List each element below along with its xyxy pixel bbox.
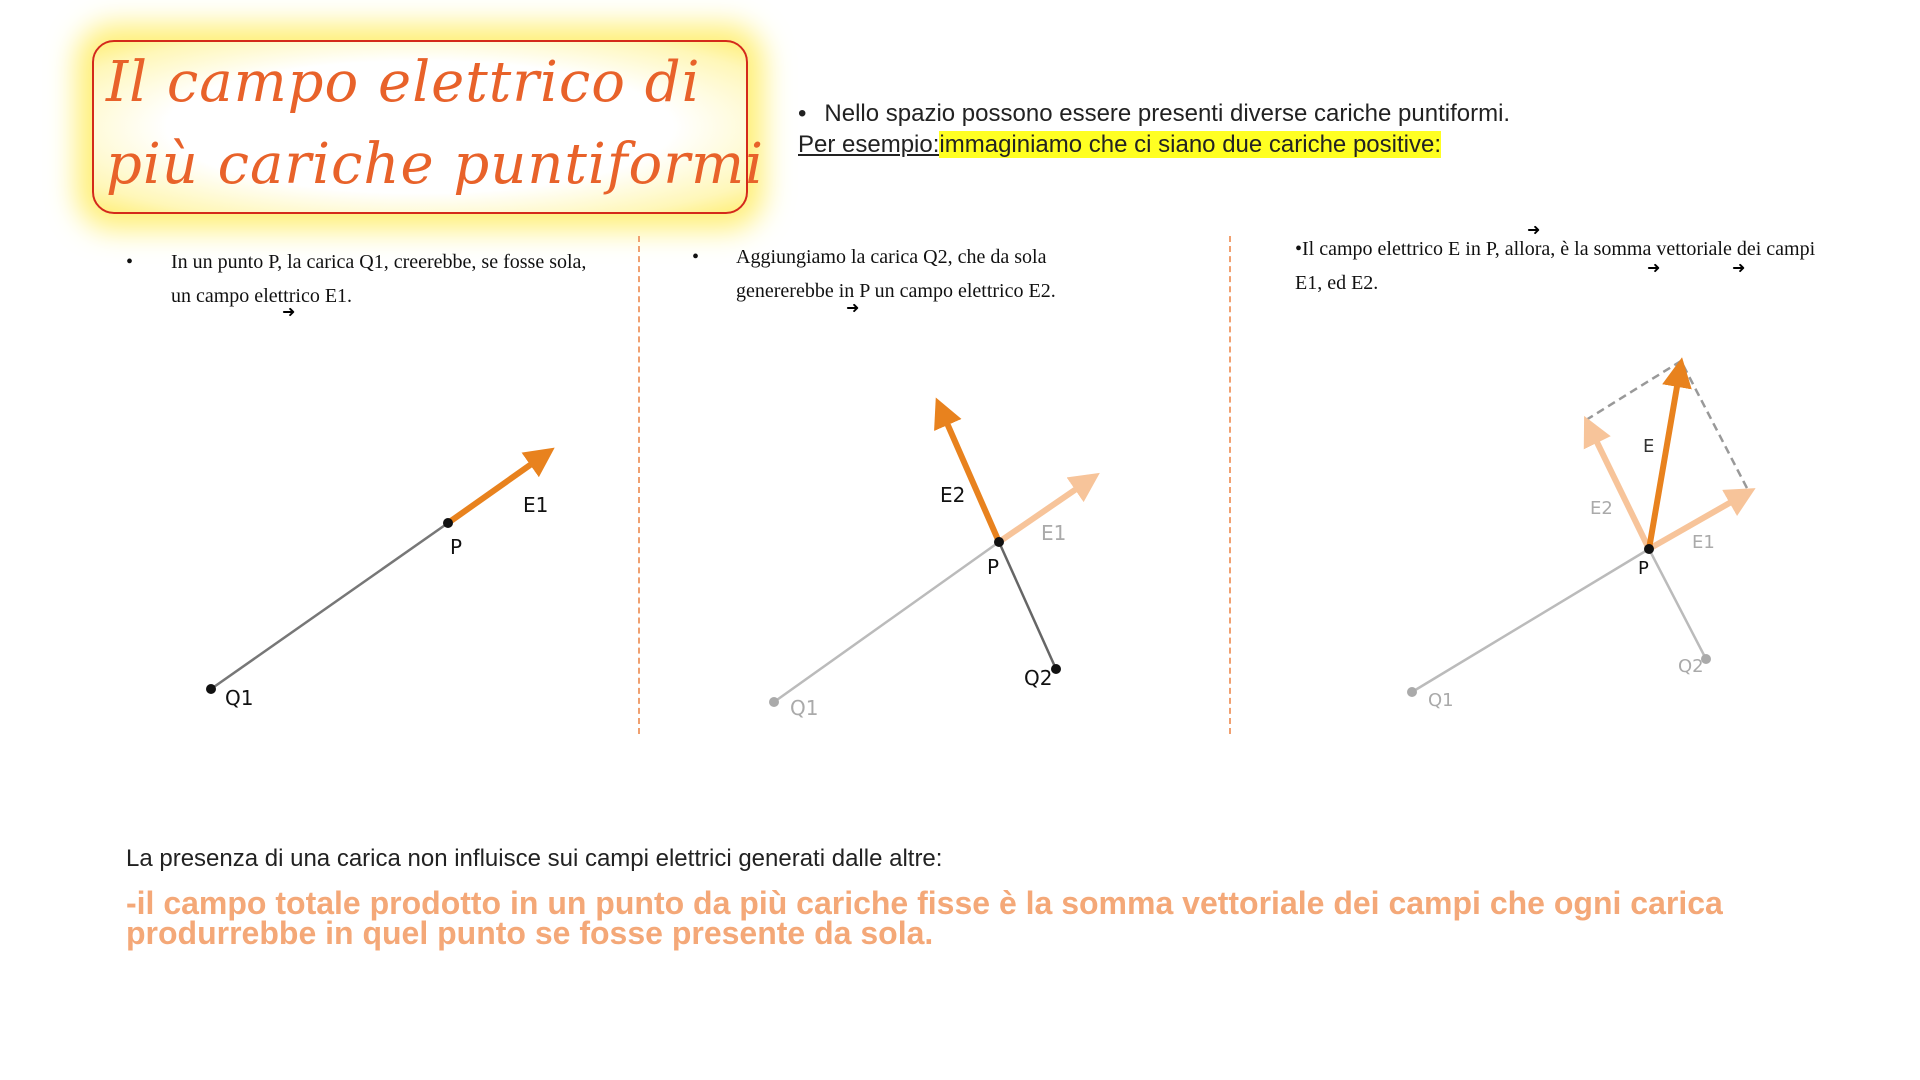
p-label: P [987,555,1000,579]
diagram-2 [769,414,1085,720]
e2-label: E2 [1590,498,1613,519]
e1-label: E1 [1041,521,1067,545]
q2-p-line [1649,549,1706,659]
panel-1-text: In un punto P, la carica Q1, creerebbe, se fosse sola, un campo elettrico E1. [171,251,587,307]
point-p [443,518,453,528]
panel-2-text: Aggiungiamo la carica Q2, che da sola genererebbe in P un campo elettrico E2. [736,246,1056,302]
q2-p-line [999,542,1056,669]
title-line-2: più cariche puntiformi [106,132,765,197]
p-label: P [450,535,463,559]
vector-arrow-icon: ➜ [282,304,296,321]
q2-label: Q2 [1024,666,1053,690]
p-label: P [1638,558,1649,579]
q1-p-line [1412,549,1649,692]
q1-p-line [211,523,448,689]
q2-label: Q2 [1678,656,1704,677]
point-p [994,537,1004,547]
diagram-3 [1407,361,1749,711]
vector-arrow-icon: ➜ [1527,222,1541,239]
intro-text: Nello spazio possono essere presenti diverse cariche puntiformi. [824,100,1511,127]
e-resultant-vector [1649,375,1679,549]
e2-label: E2 [940,483,966,507]
charge-q1 [206,684,216,694]
q1-label: Q1 [225,686,254,710]
footer-principle: -il campo totale prodotto in un punto da più cariche fisse è la somma vettoriale dei campi che ogni carica produrrebbe in quel punto se fosse presente da sola. [126,885,1723,951]
panel-3-text: •Il campo elettrico E in P, allora, è la somma vettoriale dei campi E1, ed E2. [1295,238,1816,294]
bullet-icon: • [798,100,807,127]
example-text: immaginiamo che ci siano due cariche positive: [939,131,1441,158]
vector-arrow-icon: ➜ [1647,260,1661,277]
q1-label: Q1 [1428,690,1454,711]
e2-vector [1592,432,1649,549]
charge-q1 [769,697,779,707]
vector-arrow-icon: ➜ [846,300,860,317]
footer-statement: La presenza di una carica non influisce sui campi elettrici generati dalle altre: [126,845,943,872]
q1-p-line [774,542,999,702]
title-line-1: Il campo elettrico di [106,50,701,115]
e2-vector [943,414,999,542]
charge-q2 [1051,664,1061,674]
example-label: Per esempio: [798,131,940,158]
point-p [1644,544,1654,554]
charge-q1 [1407,687,1417,697]
bullet-icon: • [692,246,700,268]
e-label: E [1643,436,1655,457]
vector-arrow-icon: ➜ [1732,260,1746,277]
diagram-1 [206,458,548,710]
e1-label: E1 [523,493,549,517]
bullet-icon: • [126,251,134,273]
q1-label: Q1 [790,696,819,720]
e1-label: E1 [1692,532,1715,553]
